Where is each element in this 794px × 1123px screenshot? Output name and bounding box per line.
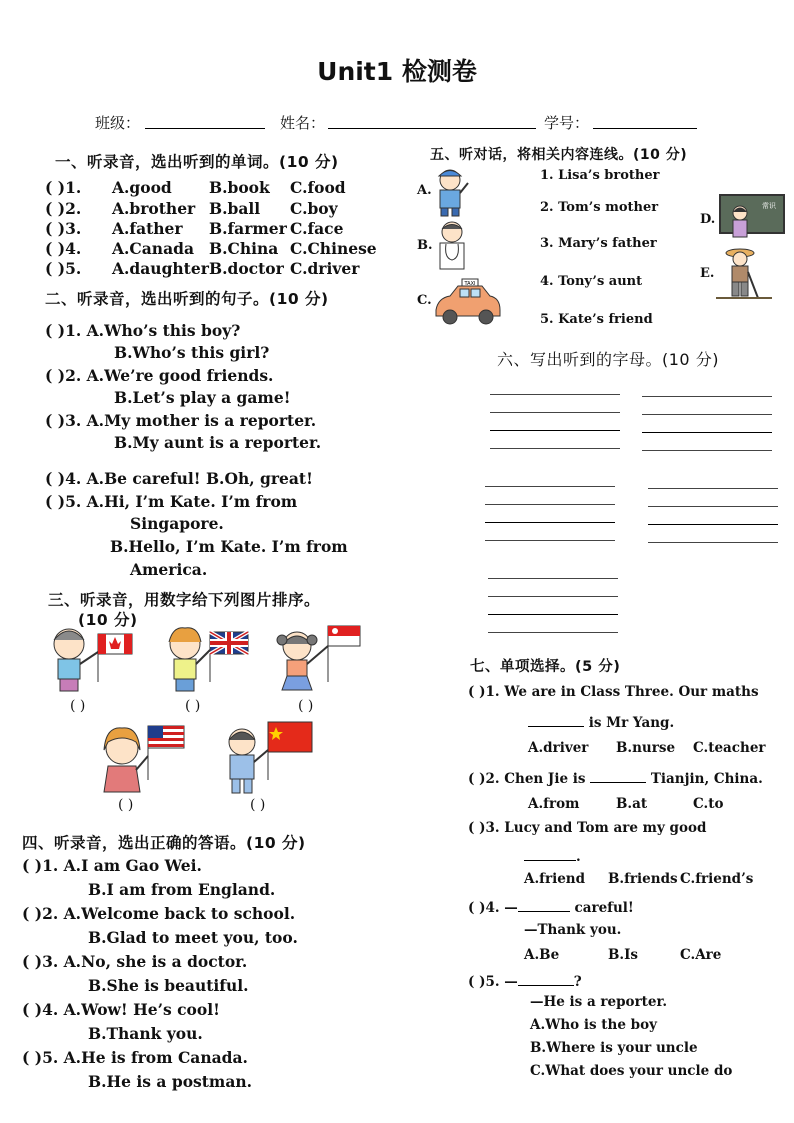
s5-label-b: B. [417, 238, 433, 253]
section5-heading: 五、听对话，将相关内容连线。(10 分) [430, 147, 688, 163]
page-title: Unit1 检测卷 [317, 57, 477, 86]
girl-usa-flag-image [92, 720, 187, 795]
s7-q4-blank[interactable] [518, 897, 570, 912]
kid-singapore-flag-image [270, 622, 365, 694]
s7-q5a[interactable]: ( )5. — [468, 974, 518, 990]
s1-num[interactable]: ( )3. [45, 219, 82, 238]
s2-q5a[interactable]: ( )5. A.Hi, I’m Kate. I’m from [45, 492, 298, 511]
s5-label-a: A. [417, 183, 432, 198]
s1-opt-b: B.ball [209, 199, 261, 218]
kid-canada-flag-image [42, 622, 137, 694]
s7-q5-opt-c: C.What does your uncle do [530, 1063, 733, 1079]
s1-opt-a: A.Canada [112, 239, 194, 258]
s1-num[interactable]: ( )4. [45, 239, 82, 258]
section6-heading: 六、写出听到的字母。(10 分) [497, 350, 719, 369]
section2-heading: 二、听录音，选出听到的句子。(10 分) [45, 290, 329, 308]
section4-heading: 四、听录音，选出正确的答语。(10 分) [22, 834, 306, 852]
s1-opt-a: A.father [112, 219, 183, 238]
s4-q2a[interactable]: ( )2. A.Welcome back to school. [22, 904, 296, 923]
s7-q2-opt-a: A.from [528, 796, 580, 812]
s7-q1-opt-c: C.teacher [693, 740, 766, 756]
s7-q1-blank[interactable] [528, 712, 584, 727]
s1-opt-b: B.China [209, 239, 279, 258]
s7-q1b: is Mr Yang. [588, 715, 675, 731]
s2-q1a[interactable]: ( )1. A.Who’s this boy? [45, 321, 241, 340]
teacher-blackboard-image [718, 193, 788, 241]
s7-q4-opt-b: B.Is [608, 947, 639, 963]
s3-answer-3[interactable]: ( ) [298, 698, 314, 714]
s5-item-5[interactable]: 5. Kate’s friend [540, 312, 653, 327]
s7-q2a[interactable]: ( )2. Chen Jie is [468, 771, 586, 787]
postman-image [432, 165, 472, 217]
s7-q4-opt-a: A.Be [524, 947, 560, 963]
s7-q1-opt-b: B.nurse [616, 740, 676, 756]
s7-q2-blank[interactable] [590, 768, 646, 783]
s7-q5-opt-a: A.Who is the boy [530, 1017, 657, 1033]
s7-q2-opt-b: B.at [616, 796, 648, 812]
taxi-sign: TAXI [464, 281, 476, 287]
section3-score: (10 分) [78, 611, 138, 629]
s7-q5-blank[interactable] [518, 971, 574, 986]
s4-q4b: B.Thank you. [88, 1024, 203, 1043]
s1-opt-c: C.Chinese [290, 239, 377, 258]
s5-item-4[interactable]: 4. Tony’s aunt [540, 274, 643, 289]
s1-num[interactable]: ( )2. [45, 199, 82, 218]
s5-label-c: C. [417, 293, 432, 308]
s3-answer-4[interactable]: ( ) [118, 797, 134, 813]
doctor-image [432, 218, 472, 273]
s7-q3a[interactable]: ( )3. Lucy and Tom are my good [468, 820, 707, 836]
kid-uk-flag-image [158, 622, 253, 694]
name-field[interactable] [328, 128, 536, 129]
section3-heading: 三、听录音，用数字给下列图片排序。 [48, 591, 321, 609]
s1-opt-a: A.good [112, 178, 172, 197]
s4-q3b: B.She is beautiful. [88, 976, 249, 995]
s5-label-e: E. [700, 266, 715, 281]
s7-q2-opt-c: C.to [693, 796, 724, 812]
number-field[interactable] [593, 128, 697, 129]
s1-opt-c: C.food [290, 178, 346, 197]
s5-item-3[interactable]: 3. Mary’s father [540, 236, 657, 251]
number-label: 学号： [544, 114, 590, 132]
blackboard-text: 常识 [762, 202, 776, 210]
s2-q5b: Singapore. [130, 514, 224, 533]
farmer-image [714, 244, 774, 300]
s1-num[interactable]: ( )1. [45, 178, 82, 197]
s7-q3-opt-c: C.friend’s [680, 871, 754, 887]
taxi-image [430, 278, 505, 328]
class-field[interactable] [145, 128, 265, 129]
s7-q5b: ? [573, 974, 582, 990]
s7-q1-opt-a: A.driver [528, 740, 589, 756]
s5-label-d: D. [700, 212, 716, 227]
s5-item-1[interactable]: 1. Lisa’s brother [540, 168, 660, 183]
s1-opt-c: C.boy [290, 199, 338, 218]
name-label: 姓名： [280, 114, 326, 132]
s7-q4-line [468, 897, 634, 916]
s2-q3a[interactable]: ( )3. A.My mother is a reporter. [45, 411, 317, 430]
s2-q4[interactable]: ( )4. A.Be careful! B.Oh, great! [45, 469, 313, 488]
s7-q5-reply: —He is a reporter. [530, 994, 668, 1010]
s7-q4-reply: —Thank you. [524, 922, 622, 938]
section1-heading: 一、听录音，选出听到的单词。(10 分) [55, 153, 339, 171]
s7-q3-opt-b: B.friends [608, 871, 678, 887]
s4-q4a[interactable]: ( )4. A.Wow! He’s cool! [22, 1000, 220, 1019]
s7-q1-line [528, 712, 674, 731]
s1-num[interactable]: ( )5. [45, 259, 82, 278]
s1-opt-b: B.farmer [209, 219, 287, 238]
s7-q1a[interactable]: ( )1. We are in Class Three. Our maths [468, 684, 759, 700]
s1-opt-c: C.driver [290, 259, 360, 278]
s3-answer-5[interactable]: ( ) [250, 797, 266, 813]
s2-q2a[interactable]: ( )2. A.We’re good friends. [45, 366, 274, 385]
s7-q2-line [468, 768, 763, 787]
s7-q4-opt-c: C.Are [680, 947, 722, 963]
s1-opt-b: B.doctor [209, 259, 284, 278]
s3-answer-1[interactable]: ( ) [70, 698, 86, 714]
s7-q5-line [468, 971, 582, 990]
s4-q1b: B.I am from England. [88, 880, 276, 899]
s2-q2b: B.Let’s play a game! [114, 388, 291, 407]
s2-q1b: B.Who’s this girl? [114, 343, 270, 362]
s7-q3-blank[interactable] [524, 846, 576, 861]
s1-opt-c: C.face [290, 219, 344, 238]
s4-q5a[interactable]: ( )5. A.He is from Canada. [22, 1048, 248, 1067]
s5-item-2[interactable]: 2. Tom’s mother [540, 200, 659, 215]
section7-heading: 七、单项选择。(5 分) [470, 659, 621, 675]
s1-opt-a: A.daughter [112, 259, 209, 278]
s2-q3b: B.My aunt is a reporter. [114, 433, 322, 452]
s1-opt-b: B.book [209, 178, 270, 197]
class-label: 班级： [95, 114, 141, 132]
s2-q5d: America. [130, 560, 208, 579]
s3-answer-2[interactable]: ( ) [185, 698, 201, 714]
s2-q5c: B.Hello, I’m Kate. I’m from [110, 537, 348, 556]
boy-china-flag-image [222, 720, 317, 795]
s1-opt-a: A.brother [112, 199, 196, 218]
s7-q4a[interactable]: ( )4. — [468, 900, 518, 916]
s4-q2b: B.Glad to meet you, too. [88, 928, 298, 947]
s4-q3a[interactable]: ( )3. A.No, she is a doctor. [22, 952, 248, 971]
s7-q3-line: . [524, 846, 581, 865]
s4-q1a[interactable]: ( )1. A.I am Gao Wei. [22, 856, 202, 875]
s7-q3-opt-a: A.friend [524, 871, 586, 887]
s7-q4b: careful! [574, 900, 634, 916]
s4-q5b: B.He is a postman. [88, 1072, 253, 1091]
s7-q5-opt-b: B.Where is your uncle [530, 1040, 698, 1056]
s7-q2b: Tianjin, China. [650, 771, 763, 787]
